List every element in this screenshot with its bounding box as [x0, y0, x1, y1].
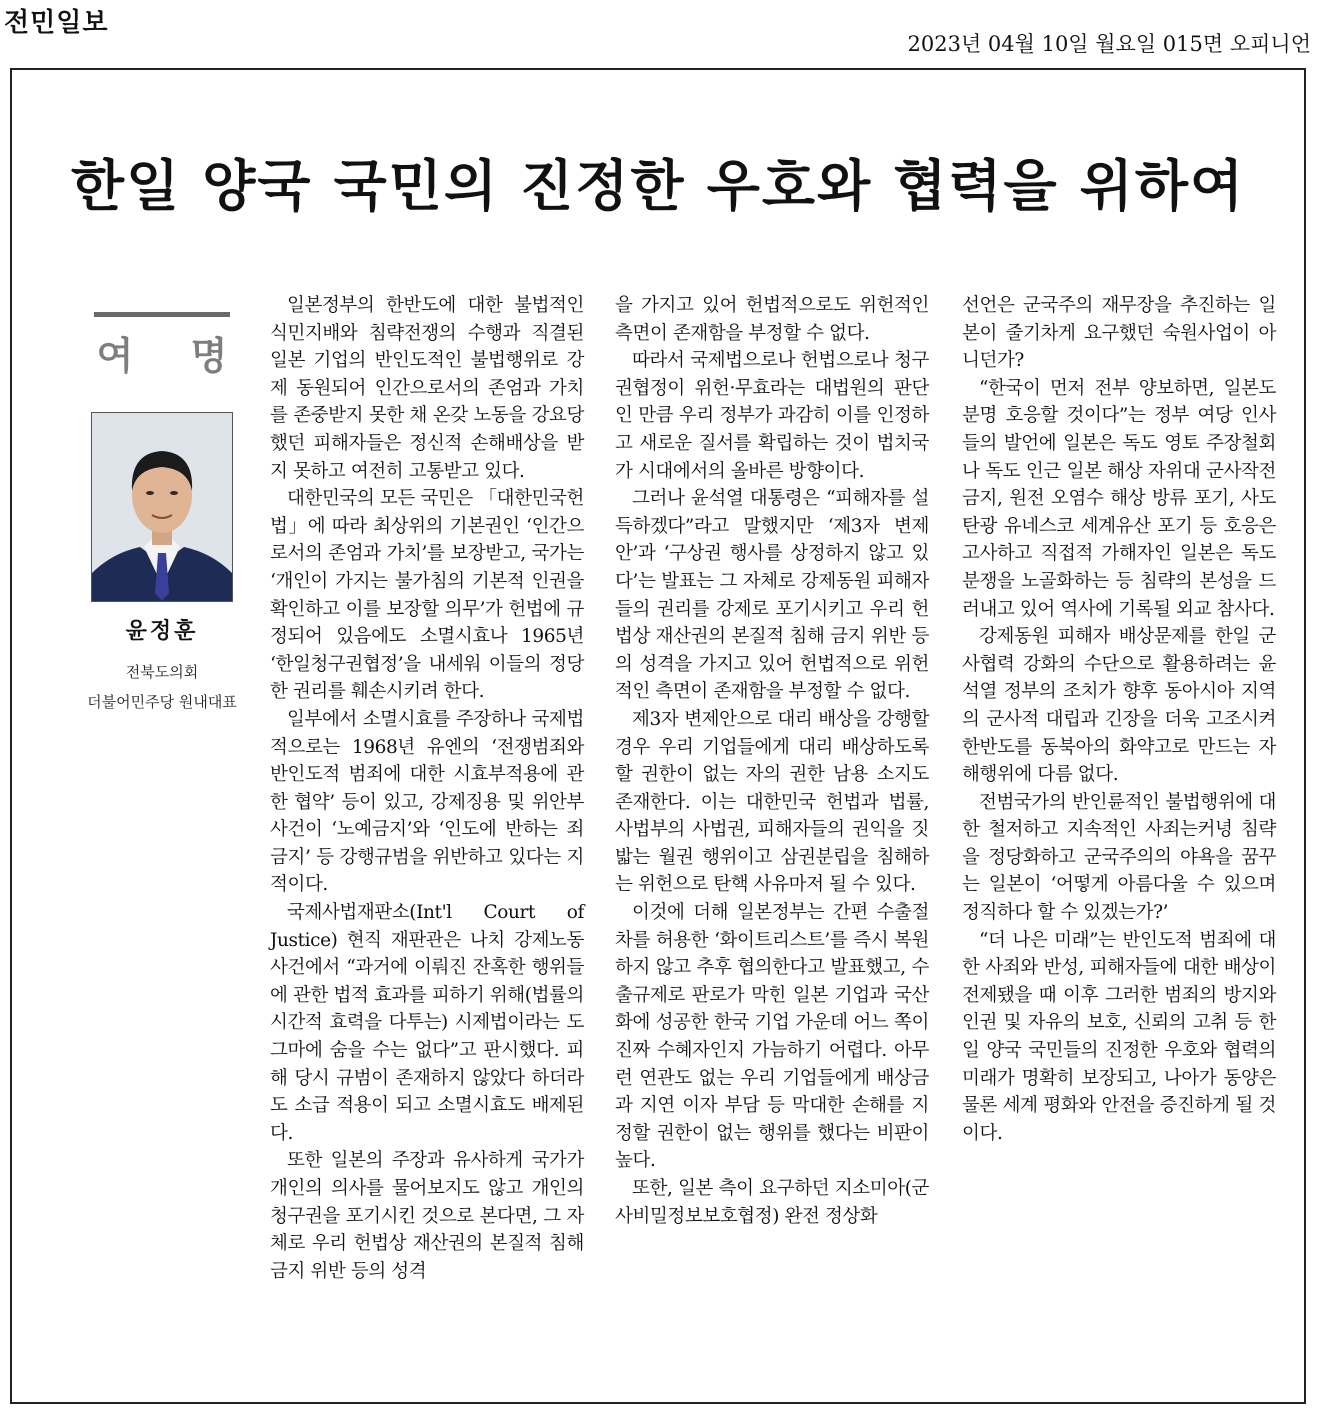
- author-affiliation-line-1: 전북도의회: [125, 663, 199, 681]
- paragraph: “더 나은 미래”는 반인도적 범죄에 대한 사죄와 반성, 피해자들에 대한 배상이 전제됐을 때 이후 그러한 범죄의 방지와 인권 및 자유의 보호, 신뢰의 고취 등 한일 양국 국민들의 진정한 우호와 협력의 미래가 명확히 보장되고, 나아가 동양은 물론 세계 평화와 안전을 증진하게 될 것이다.: [962, 929, 1276, 1144]
- author-portrait-icon: [92, 413, 232, 601]
- column-name: 여 명: [96, 333, 250, 378]
- paragraph: 그러나 윤석열 대통령은 “피해자를 설득하겠다”라고 말했지만 ‘제3자 변제안’과 ‘구상권 행사를 상정하지 않고 있다’는 발표는 그 자체로 강제동원 피해자들의 권리를 강제로 포기시키고 우리 헌법상 재산권의 본질적 침해 금지 위반 등의 성격을 가지고 있어 헌법적으로 위헌적인 측면이 존재함을 부정할 수 없다.: [615, 488, 929, 703]
- paragraph: 제3자 변제안으로 대리 배상을 강행할 경우 우리 기업들에게 대리 배상하도록 할 권한이 없는 자의 권한 남용 소지도 존재한다. 이는 대한민국 헌법과 법률, 사법부의 사법권, 피해자들의 권익을 짓밟는 월권 행위이고 삼권분립을 침해하는 위헌으로 탄핵 사유마저 될 수 있다.: [615, 708, 929, 896]
- article-column-2: [615, 292, 929, 1230]
- author-name: 윤정훈: [125, 619, 199, 644]
- author-photo: [91, 412, 233, 602]
- author-sidebar: [62, 312, 262, 717]
- dateline: 2023년 04월 10일 월요일 015면 오피니언: [907, 32, 1311, 56]
- paragraph: 또한 일본의 주장과 유사하게 국가가 개인의 의사를 물어보지도 않고 개인의 청구권을 포기시킨 것으로 본다면, 그 자체로 우리 헌법상 재산권의 본질적 침해 금지 위반 등의 성격: [270, 1150, 584, 1282]
- newspaper-logo: 전민일보: [4, 8, 109, 38]
- paragraph: 국제사법재판소(Int'l Court of Justice) 현직 재판관은 나치 강제노동 사건에서 “과거에 이뤄진 잔혹한 행위들에 관한 법적 효과를 피하기 위해(법률의 시간적 효력을 다투는) 시제법이라는 도그마에 숨을 수는 없다”고 판시했다. 피해 당시 규범이 존재하지 않았다 하더라도 소급 적용이 되고 소멸시효도 배제된다.: [270, 902, 584, 1144]
- article-column-3: [962, 292, 1276, 1147]
- author-affiliation: [62, 657, 262, 717]
- paragraph: 강제동원 피해자 배상문제를 한일 군사협력 강화의 수단으로 활용하려는 윤석열 정부의 조치가 향후 동아시아 지역의 군사적 대립과 긴장을 더욱 고조시켜 한반도를 동북아의 화약고로 만드는 자해행위에 다름 없다.: [962, 626, 1276, 786]
- paragraph-continued: 선언은 군국주의 재무장을 추진하는 일본이 줄기차게 요구했던 숙원사업이 아니던가?: [962, 295, 1276, 372]
- column-rule: [94, 312, 230, 317]
- paragraph: 일부에서 소멸시효를 주장하나 국제법적으로는 1968년 유엔의 ‘전쟁범죄와 반인도적 범죄에 대한 시효부적용에 관한 협약’ 등이 있고, 강제징용 및 위안부 사건이 ‘노예금지’와 ‘인도에 반하는 죄 금지’ 등 강행규범을 위반하고 있다는 지적이다.: [270, 708, 584, 896]
- paragraph: 이것에 더해 일본정부는 간편 수출절차를 허용한 ‘화이트리스트’를 즉시 복원하지 않고 추후 협의한다고 발표했고, 수출규제로 판로가 막힌 일본 기업과 국산화에 성공한 한국 기업 가운데 어느 쪽이 진짜 수혜자인지 가늠하기 어렵다. 아무런 연관도 없는 우리 기업들에게 배상금과 지연 이자 부담 등 막대한 손해를 지정할 권한이 없는 행위를 했다는 비판이 높다.: [615, 902, 929, 1172]
- paragraph: 일본정부의 한반도에 대한 불법적인 식민지배와 침략전쟁의 수행과 직결된 일본 기업의 반인도적인 불법행위로 강제 동원되어 인간으로서의 존엄과 가치를 존중받지 못한 채 온갖 노동을 강요당했던 피해자들은 정신적 손해배상을 받지 못하고 여전히 고통받고 있다.: [270, 295, 584, 482]
- paragraph: 따라서 국제법으로나 헌법으로나 청구권협정이 위헌·무효라는 대법원의 판단인 만큼 우리 정부가 과감히 이를 인정하고 새로운 질서를 확립하는 것이 법치국가 시대에서의 올바른 방향이다.: [615, 350, 929, 482]
- paragraph: 대한민국의 모든 국민은 「대한민국헌법」에 따라 최상위의 기본권인 ‘인간으로서의 존엄과 가치’를 보장받고, 국가는 ‘개인이 가지는 불가침의 기본적 인권을 확인하고 이를 보장할 의무’가 헌법에 규정되어 있음에도 소멸시효나 1965년 ‘한일청구권협정’을 내세워 이들의 정당한 권리를 훼손시키려 한다.: [270, 488, 584, 703]
- paragraph: 또한, 일본 측이 요구하던 지소미아(군사비밀정보보호협정) 완전 정상화: [615, 1178, 929, 1227]
- paragraph-continued: 을 가지고 있어 헌법적으로도 위헌적인 측면이 존재함을 부정할 수 없다.: [615, 295, 929, 344]
- headline: 한일 양국 국민의 진정한 우호와 협력을 위하여: [70, 153, 1246, 218]
- article-column-1: [270, 292, 584, 1285]
- paragraph: 전범국가의 반인륜적인 불법행위에 대한 철저하고 지속적인 사죄는커녕 침략을 정당화하고 군국주의의 야욕을 꿈꾸는 일본이 ‘어떻게 아름다울 수 있으며 정직하다 할 수 있겠는가?’: [962, 791, 1276, 924]
- author-affiliation-line-2: 더불어민주당 원내대표: [87, 693, 237, 711]
- paragraph: “한국이 먼저 전부 양보하면, 일본도 분명 호응할 것이다”는 정부 여당 인사들의 발언에 일본은 독도 영토 주장철회나 독도 인근 일본 해상 자위대 군사작전 금지, 원전 오염수 해상 방류 포기, 사도탄광 유네스코 세계유산 포기 등 호응은 고사하고 직접적 가해자인 일본은 독도분쟁을 노골화하는 등 침략의 본성을 드러내고 있어 역사에 기록될 외교 참사다.: [962, 377, 1276, 620]
